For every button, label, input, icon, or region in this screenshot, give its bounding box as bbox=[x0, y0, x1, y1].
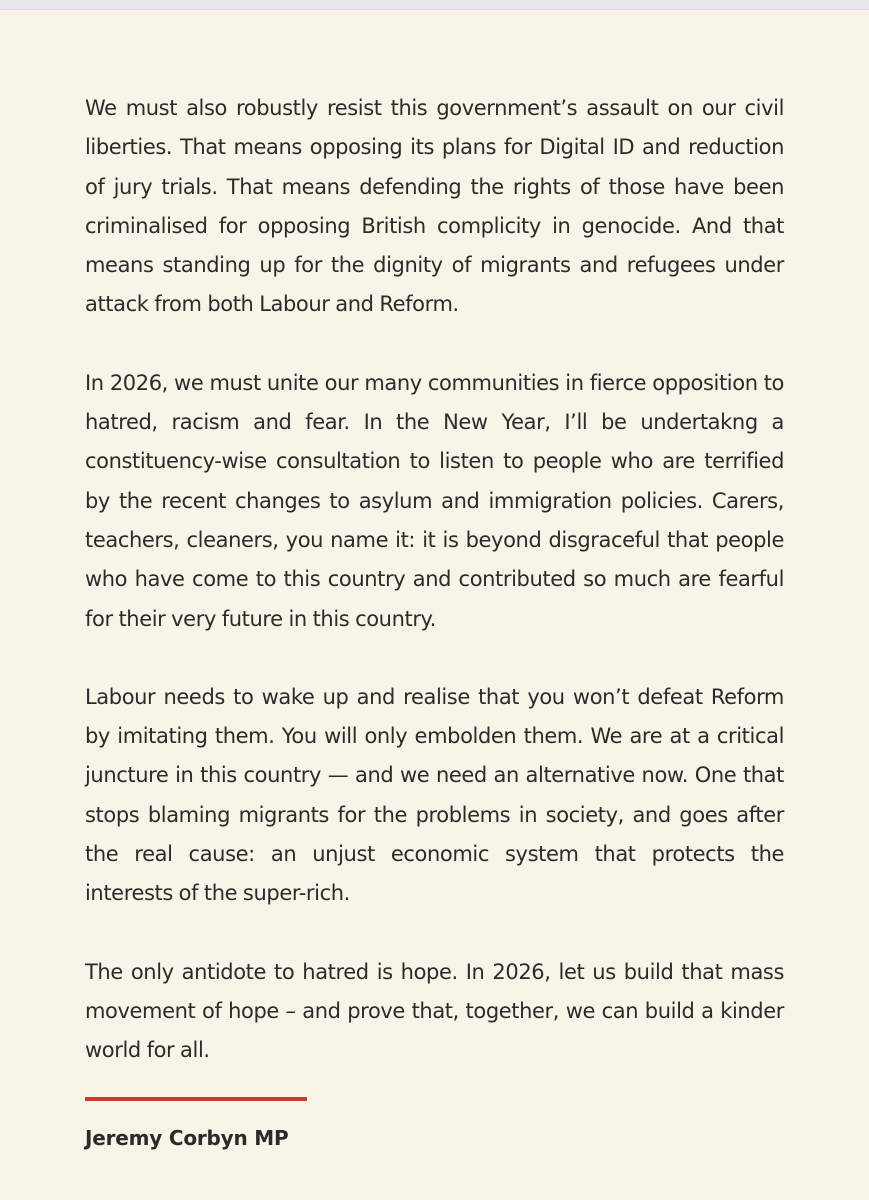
paragraph-hope: The only antidote to hatred is hope. In 2026, let us build that mass movement of hope – and prove that, together, we can build a kinder world for all. bbox=[85, 959, 784, 1063]
signature: Jeremy Corbyn MP bbox=[85, 1126, 289, 1150]
paragraph-civil-liberties: We must also robustly resist this government’s assault on our civil liberties. That means opposing its plans for Digital ID and reduction of jury trials. That means defending the rights of those have been criminalised for opposing British complicity in genocide. And that means standing up for the dignity of migrants and refugees under attack from both Labour and Reform. bbox=[85, 96, 784, 317]
letter-body bbox=[85, 89, 784, 1071]
paragraph-labour-reform: Labour needs to wake up and realise that you won’t defeat Reform by imitating them. You will only embolden them. We are at a critical juncture in this country — and we need an alternative now. One that stops blaming migrants for the problems in society, and goes after the real cause: an unjust economic system that protects the interests of the super-rich. bbox=[85, 684, 784, 906]
top-strip bbox=[0, 0, 869, 10]
signature-divider bbox=[85, 1097, 307, 1101]
paragraph-unite-communities: In 2026, we must unite our many communities in fierce opposition to hatred, racism and fear. In the New Year, I’ll be undertakng a constituency-wise consultation to listen to people who are terrified by the recent changes to asylum and immigration policies. Carers, teachers, cleaners, you name it: it is beyond disgraceful that people who have come to this country and contributed so much are fearful for their very future in this country. bbox=[85, 370, 784, 631]
